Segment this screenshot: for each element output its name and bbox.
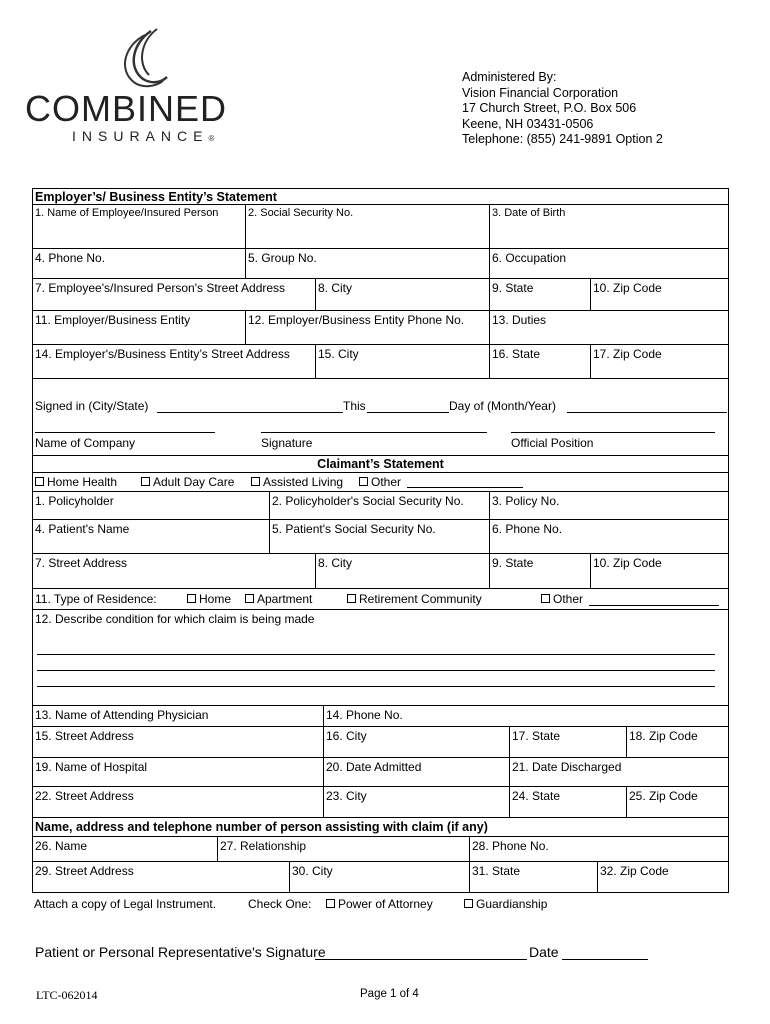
official-position-label: Official Position — [511, 436, 594, 450]
form-row — [32, 862, 729, 893]
administrator-block — [462, 70, 663, 148]
signature-label: Signature — [261, 436, 313, 450]
assist-section-header — [32, 818, 729, 837]
checkbox-icon[interactable] — [35, 477, 44, 486]
physician-city-field[interactable]: 16. City — [323, 727, 509, 757]
zip-field[interactable]: 10. Zip Code — [590, 279, 728, 310]
res-retirement-option[interactable]: Retirement Community — [347, 592, 482, 606]
employer-phone-field[interactable]: 12. Employer/Business Entity Phone No. — [245, 311, 489, 344]
signed-in-label: Signed in (City/State) — [35, 399, 149, 413]
physician-state-field[interactable]: 17. State — [509, 727, 626, 757]
physician-street-field[interactable]: 15. Street Address — [35, 729, 134, 743]
hospital-state-field[interactable]: 24. State — [509, 787, 626, 817]
employer-signature-block — [32, 379, 729, 456]
assistant-state-field[interactable]: 31. State — [469, 862, 597, 892]
day-of-label: Day of (Month/Year) — [449, 399, 556, 413]
patient-state-field[interactable]: 9. State — [489, 554, 590, 588]
checkbox-icon[interactable] — [326, 899, 335, 908]
patient-ssn-field[interactable]: 5. Patient's Social Security No. — [269, 520, 489, 553]
admin-line: Vision Financial Corporation — [462, 85, 619, 100]
duties-field[interactable]: 13. Duties — [489, 311, 728, 344]
logo-brand-top: COMBINED — [25, 88, 228, 129]
adult-day-care-option[interactable]: Adult Day Care — [141, 475, 234, 489]
employee-street-field[interactable]: 7. Employee's/Insured Person's Street Address — [35, 281, 286, 295]
assistant-zip-field[interactable]: 32. Zip Code — [597, 862, 728, 892]
name-of-company-label: Name of Company — [35, 436, 136, 450]
this-label: This — [343, 399, 366, 413]
employer-section-header — [32, 188, 729, 205]
residence-type-label: 11. Type of Residence: — [35, 592, 157, 606]
form-row — [32, 279, 729, 311]
checkbox-icon[interactable] — [245, 594, 254, 603]
city-field[interactable]: 8. City — [315, 279, 489, 310]
res-home-option[interactable]: Home — [187, 592, 231, 606]
residence-row — [32, 589, 729, 610]
form-row — [32, 520, 729, 554]
condition-line[interactable] — [37, 654, 715, 655]
admin-line: 17 Church Street, P.O. Box 506 — [462, 101, 637, 116]
policy-no-field[interactable]: 3. Policy No. — [489, 492, 728, 519]
ssn-field[interactable]: 2. Social Security No. — [245, 205, 489, 248]
employee-name-field[interactable]: 1. Name of Employee/Insured Person — [35, 207, 219, 219]
condition-line[interactable] — [37, 686, 715, 687]
hospital-zip-field[interactable]: 25. Zip Code — [626, 787, 728, 817]
checkbox-icon[interactable] — [251, 477, 260, 486]
checkbox-icon[interactable] — [359, 477, 368, 486]
assistant-street-field[interactable]: 29. Street Address — [35, 864, 134, 878]
attach-label: Attach a copy of Legal Instrument. — [34, 897, 217, 911]
logo-brand-bottom: INSURANCE® — [72, 128, 215, 144]
form-code: LTC-062014 — [36, 988, 98, 1002]
employer-zip-field[interactable]: 17. Zip Code — [590, 345, 728, 378]
dob-field[interactable]: 3. Date of Birth — [489, 205, 728, 248]
signature-line[interactable] — [261, 432, 487, 433]
page-number: Page 1 of 4 — [360, 988, 419, 1000]
group-no-field[interactable]: 5. Group No. — [245, 249, 489, 278]
patient-signature-label: Patient or Personal Representative's Signature — [35, 944, 326, 960]
condition-block — [32, 610, 729, 706]
form-row — [32, 706, 729, 727]
employer-street-field[interactable]: 14. Employer's/Business Entity’s Street Address — [35, 347, 290, 361]
this-line[interactable] — [367, 412, 449, 413]
admin-line: Telephone: (855) 241-9891 Option 2 — [462, 132, 663, 147]
assistant-name-field[interactable]: 26. Name — [35, 839, 88, 853]
section-title: Claimant’s Statement — [317, 457, 444, 471]
condition-label: 12. Describe condition for which claim is being made — [35, 612, 315, 626]
position-line[interactable] — [511, 432, 715, 433]
patient-city-field[interactable]: 8. City — [315, 554, 489, 588]
signed-in-line[interactable] — [157, 412, 343, 413]
checkbox-icon[interactable] — [541, 594, 550, 603]
checkbox-icon[interactable] — [347, 594, 356, 603]
claimant-section-header — [32, 456, 729, 473]
form-row — [32, 249, 729, 279]
physician-phone-field[interactable]: 14. Phone No. — [323, 706, 728, 726]
employer-city-field[interactable]: 15. City — [315, 345, 489, 378]
res-other-option[interactable]: Other — [541, 592, 583, 606]
form-row — [32, 491, 729, 520]
check-one-label: Check One: — [248, 897, 312, 911]
occupation-field[interactable]: 6. Occupation — [489, 249, 728, 278]
legal-instrument-row — [32, 893, 729, 915]
physician-zip-field[interactable]: 18. Zip Code — [626, 727, 728, 757]
power-of-attorney-option[interactable]: Power of Attorney — [326, 897, 433, 911]
date-discharged-field[interactable]: 21. Date Discharged — [509, 758, 728, 786]
claim-form — [32, 188, 729, 915]
other-care-line[interactable] — [407, 487, 523, 488]
home-health-option[interactable]: Home Health — [35, 475, 117, 489]
form-row — [32, 787, 729, 818]
guardianship-option[interactable]: Guardianship — [464, 897, 547, 911]
day-of-line[interactable] — [567, 412, 727, 413]
patient-phone-field[interactable]: 6. Phone No. — [489, 520, 728, 553]
form-row — [32, 345, 729, 379]
employer-state-field[interactable]: 16. State — [489, 345, 590, 378]
date-line[interactable] — [562, 959, 648, 960]
checkbox-icon[interactable] — [187, 594, 196, 603]
condition-line[interactable] — [37, 670, 715, 671]
form-row — [32, 758, 729, 787]
phone-field[interactable]: 4. Phone No. — [35, 251, 106, 265]
patient-name-field[interactable]: 4. Patient's Name — [35, 522, 130, 536]
admin-line: Keene, NH 03431-0506 — [462, 116, 594, 131]
care-type-row — [32, 473, 729, 491]
policyholder-ssn-field[interactable]: 2. Policyholder's Social Security No. — [269, 492, 489, 519]
date-label: Date — [529, 944, 559, 960]
res-apartment-option[interactable]: Apartment — [245, 592, 312, 606]
assisted-living-option[interactable]: Assisted Living — [251, 475, 343, 489]
form-row — [32, 554, 729, 589]
patient-street-field[interactable]: 7. Street Address — [35, 556, 128, 570]
admin-line: Administered By: — [462, 70, 557, 84]
assistant-phone-field[interactable]: 28. Phone No. — [469, 837, 728, 861]
patient-zip-field[interactable]: 10. Zip Code — [590, 554, 728, 588]
company-line[interactable] — [35, 432, 215, 433]
assistant-city-field[interactable]: 30. City — [289, 862, 469, 892]
assistant-relationship-field[interactable]: 27. Relationship — [217, 837, 469, 861]
form-row — [32, 205, 729, 249]
hospital-city-field[interactable]: 23. City — [323, 787, 509, 817]
res-other-line[interactable] — [589, 605, 719, 606]
form-row — [32, 837, 729, 862]
state-field[interactable]: 9. State — [489, 279, 590, 310]
checkbox-icon[interactable] — [464, 899, 473, 908]
form-row — [32, 311, 729, 345]
employer-entity-field[interactable]: 11. Employer/Business Entity — [35, 313, 191, 327]
hospital-name-field[interactable]: 19. Name of Hospital — [35, 760, 148, 774]
hospital-street-field[interactable]: 22. Street Address — [35, 789, 134, 803]
other-care-option[interactable]: Other — [359, 475, 401, 489]
checkbox-icon[interactable] — [141, 477, 150, 486]
section-title: Name, address and telephone number of person assisting with claim (if any) — [35, 820, 488, 834]
section-title: Employer’s/ Business Entity’s Statement — [35, 190, 277, 204]
patient-signature-line[interactable] — [315, 959, 527, 960]
form-row — [32, 727, 729, 758]
policyholder-field[interactable]: 1. Policyholder — [35, 494, 114, 508]
physician-name-field[interactable]: 13. Name of Attending Physician — [35, 708, 209, 722]
date-admitted-field[interactable]: 20. Date Admitted — [323, 758, 509, 786]
